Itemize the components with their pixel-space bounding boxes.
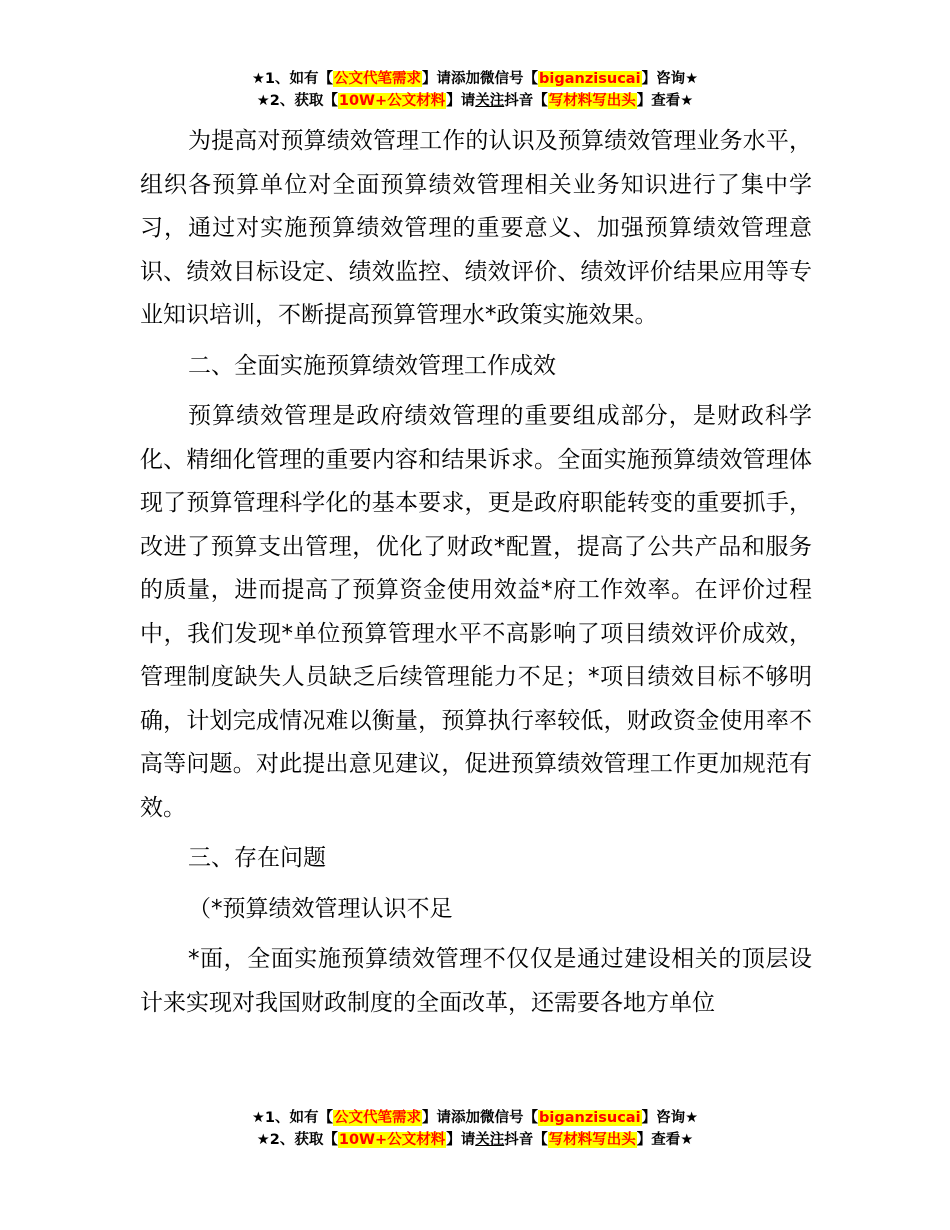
banner-highlight-wechat-id: biganzisucai bbox=[539, 1110, 641, 1126]
banner-text: 】咨询★ bbox=[641, 71, 699, 87]
banner-highlight-service: 公文代笔需求 bbox=[334, 71, 422, 87]
banner-highlight-wechat-id: biganzisucai bbox=[539, 71, 641, 87]
banner-highlight-douyin-account: 写材料写出头 bbox=[548, 1132, 636, 1148]
footer-banner bbox=[0, 1107, 950, 1151]
footer-banner-line-1 bbox=[0, 1107, 950, 1129]
document-body bbox=[140, 120, 812, 1025]
banner-highlight-service: 公文代笔需求 bbox=[334, 1110, 422, 1126]
banner-underlined-follow: 关注 bbox=[475, 1132, 505, 1148]
banner-text: 】请 bbox=[446, 93, 476, 109]
banner-text: 】查看★ bbox=[636, 93, 694, 109]
banner-highlight-materials: 10W+公文材料 bbox=[338, 93, 446, 109]
banner-text: 】请添加微信号【 bbox=[422, 71, 539, 87]
banner-underlined-follow: 关注 bbox=[475, 93, 505, 109]
banner-text: 抖音【 bbox=[504, 93, 548, 109]
paragraph: 预算绩效管理是政府绩效管理的重要组成部分，是财政科学化、精细化管理的重要内容和结果诉求。全面实施预算绩效管理体现了预算管理科学化的基本要求，更是政府职能转变的重要抓手，改进了预算支出管理，优化了财政*配置，提高了公共产品和服务的质量，进而提高了预算资金使用效益*府工作效率。在评价过程中，我们发现*单位预算管理水平不高影响了项目绩效评价成效，管理制度缺失人员缺乏后续管理能力不足；*项目绩效目标不够明确，计划完成情况难以衡量，预算执行率较低，财政资金使用率不高等问题。对此提出意见建议，促进预算绩效管理工作更加规范有效。 bbox=[140, 403, 812, 821]
header-banner bbox=[0, 68, 950, 112]
banner-text: 】请 bbox=[446, 1132, 476, 1148]
banner-highlight-douyin-account: 写材料写出头 bbox=[548, 93, 636, 109]
banner-text: ★1、如有【 bbox=[251, 1110, 334, 1126]
header-banner-line-1 bbox=[0, 68, 950, 90]
header-banner-line-2 bbox=[0, 90, 950, 112]
paragraph: 为提高对预算绩效管理工作的认识及预算绩效管理业务水平，组织各预算单位对全面预算绩效管理相关业务知识进行了集中学习，通过对实施预算绩效管理的重要意义、加强预算绩效管理意识、绩效目标设定、绩效监控、绩效评价、绩效评价结果应用等专业知识培训，不断提高预算管理水*政策实施效果。 bbox=[140, 128, 812, 328]
banner-text: ★2、获取【 bbox=[256, 1132, 338, 1148]
banner-highlight-materials: 10W+公文材料 bbox=[338, 1132, 446, 1148]
subsection-heading: （*预算绩效管理认识不足 bbox=[188, 895, 453, 922]
banner-text: ★2、获取【 bbox=[256, 93, 338, 109]
section-heading: 三、存在问题 bbox=[188, 845, 326, 871]
banner-text: 】请添加微信号【 bbox=[422, 1110, 539, 1126]
banner-text: ★1、如有【 bbox=[251, 71, 334, 87]
footer-banner-line-2 bbox=[0, 1129, 950, 1151]
banner-text: 】查看★ bbox=[636, 1132, 694, 1148]
paragraph: *面，全面实施预算绩效管理不仅仅是通过建设相关的顶层设计来实现对我国财政制度的全面改革，还需要各地方单位 bbox=[140, 946, 812, 1016]
banner-text: 抖音【 bbox=[504, 1132, 548, 1148]
section-heading: 二、全面实施预算绩效管理工作成效 bbox=[188, 352, 556, 379]
banner-text: 】咨询★ bbox=[641, 1110, 699, 1126]
